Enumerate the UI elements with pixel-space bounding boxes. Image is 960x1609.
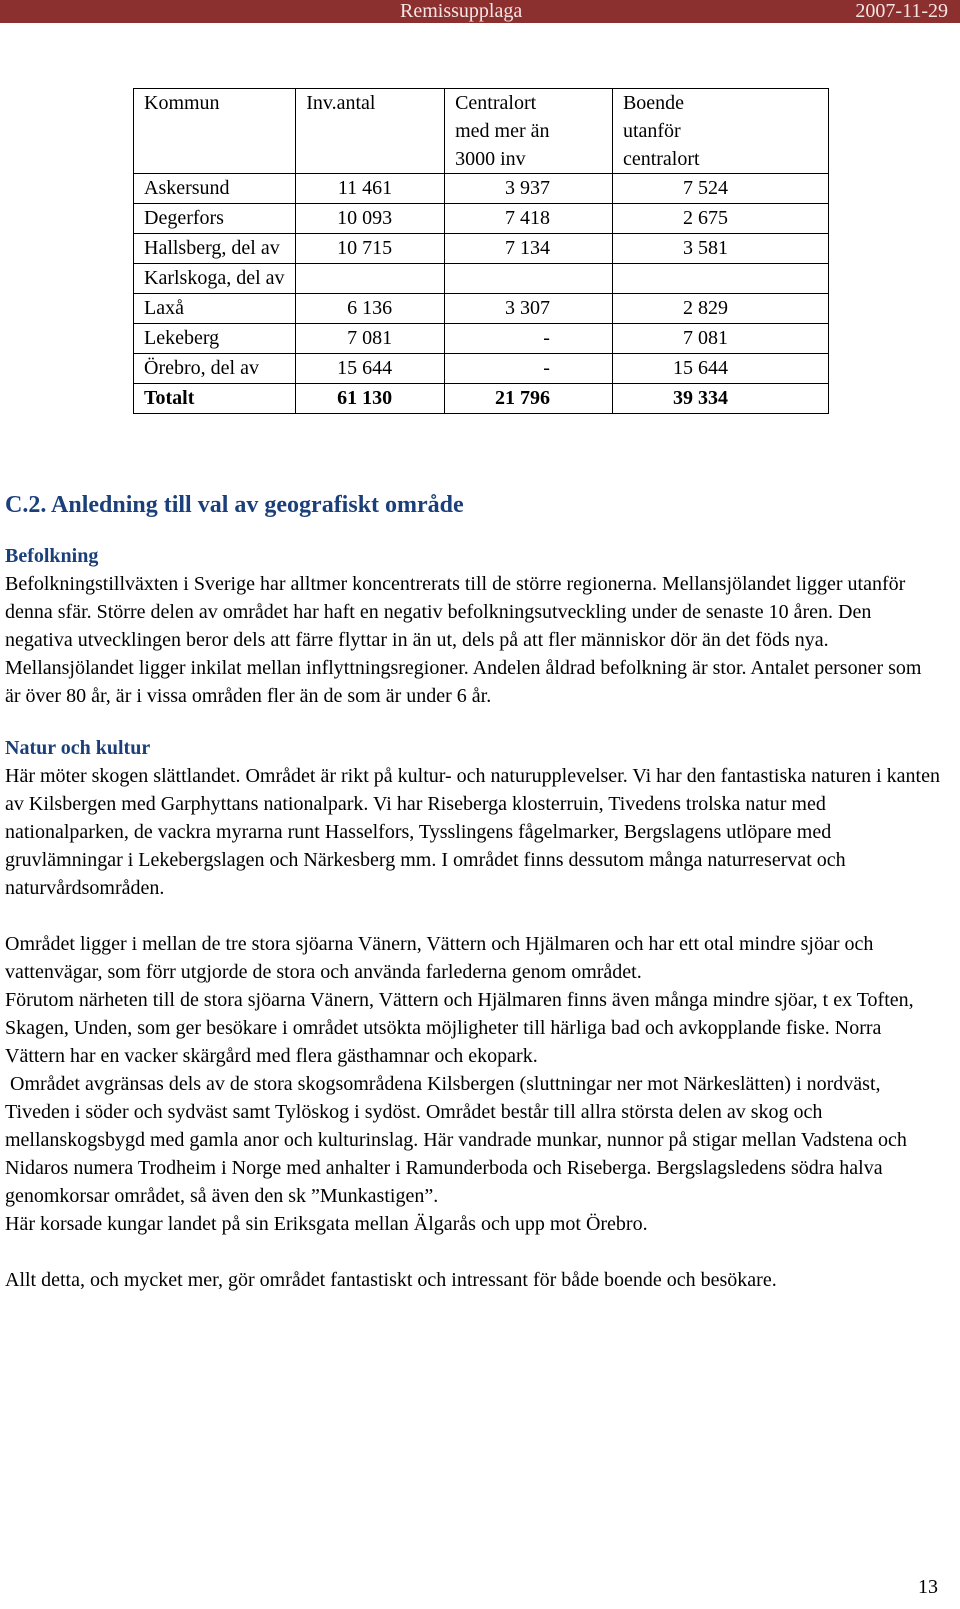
cell-centralort: 3 307 bbox=[445, 294, 613, 324]
natur-paragraph-3: Förutom närheten till de stora sjöarna Vänern, Vättern och Hjälmaren finns även många mindre sjöar, t ex Toften, Skagen, Unden, som ger besökare i området utsökta möjligheter till härliga bad och avkopplande fiske. Norra Vättern har en vacker skärgård med flera gästhamnar och ekopark. bbox=[5, 989, 914, 1067]
natur-paragraph-5: Här korsade kungar landet på sin Eriksgata mellan Älgarås och upp mot Örebro. bbox=[5, 1213, 648, 1235]
cell-centralort: - bbox=[445, 354, 613, 384]
befolkning-paragraph: Befolkningstillväxten i Sverige har alltmer koncentrerats till de större regionerna. Mellansjölandet ligger utanför denna sfär. Större delen av området har haft en negativ befolkningsutveckling under de senaste 10 åren. Den negativa utvecklingen beror dels att färre flyttar in än ut, dels på att fler människor dör än det föds nya. Mellansjölandet ligger inkilat mellan inflyttningsregioner. Andelen åldrad befolkning är stor. Antalet personer som är över 80 år, är i vissa områden fler än de som är under 6 år. bbox=[5, 573, 922, 707]
table-total-row bbox=[134, 384, 829, 414]
cell-invantal: 61 130 bbox=[296, 384, 445, 414]
cell-centralort: 7 418 bbox=[445, 204, 613, 234]
table-row bbox=[134, 234, 829, 264]
cell-centralort: 7 134 bbox=[445, 234, 613, 264]
header-cell-kommun: Kommun bbox=[134, 89, 296, 174]
table-row bbox=[134, 294, 829, 324]
header-cell-invantal: Inv.antal bbox=[296, 89, 445, 174]
cell-boende-utanfor bbox=[612, 264, 828, 294]
cell-centralort: 21 796 bbox=[445, 384, 613, 414]
document-body bbox=[5, 490, 940, 1294]
header-cell-boende-utanfor: Boende utanför centralort bbox=[612, 89, 828, 174]
cell-kommun: Örebro, del av bbox=[134, 354, 296, 384]
natur-paragraph-2: Området ligger i mellan de tre stora sjöarna Vänern, Vättern och Hjälmaren och har ett otal mindre sjöar och vattenvägar, som förr utgjorde de stora och använda farlederna genom området. bbox=[5, 933, 874, 983]
natur-kultur-heading: Natur och kultur bbox=[5, 737, 151, 759]
cell-boende-utanfor: 7 524 bbox=[612, 174, 828, 204]
cell-centralort bbox=[445, 264, 613, 294]
cell-kommun: Hallsberg, del av bbox=[134, 234, 296, 264]
table-row bbox=[134, 204, 829, 234]
natur-paragraph-1: Här möter skogen slättlandet. Området är rikt på kultur- och naturupplevelser. Vi har den fantastiska naturen i kanten av Kilsbergen med Garphyttans nationalpark. Vi har Riseberga klosterruin, Tivedens trolska natur med nationalparken, de vackra myrarna runt Hasselfors, Tysslingens fågelmarker, Bergslagens utlöpare med gruvlämningar i Lekebergslagen och Närkesberg mm. I området finns dessutom många naturreservat och naturvårdsområden. bbox=[5, 765, 940, 899]
cell-invantal: 15 644 bbox=[296, 354, 445, 384]
cell-kommun: Degerfors bbox=[134, 204, 296, 234]
cell-invantal: 10 093 bbox=[296, 204, 445, 234]
cell-boende-utanfor: 2 829 bbox=[612, 294, 828, 324]
cell-invantal bbox=[296, 264, 445, 294]
befolkning-heading: Befolkning bbox=[5, 545, 99, 567]
cell-boende-utanfor: 2 675 bbox=[612, 204, 828, 234]
table-row bbox=[134, 264, 829, 294]
cell-kommun: Laxå bbox=[134, 294, 296, 324]
table-header-row bbox=[134, 89, 829, 174]
population-table bbox=[133, 88, 829, 414]
cell-boende-utanfor: 3 581 bbox=[612, 234, 828, 264]
cell-boende-utanfor: 39 334 bbox=[612, 384, 828, 414]
header-cell-centralort: Centralort med mer än 3000 inv bbox=[445, 89, 613, 174]
cell-centralort: 3 937 bbox=[445, 174, 613, 204]
section-title: C.2. Anledning till val av geografiskt område bbox=[5, 492, 464, 518]
cell-kommun: Karlskoga, del av bbox=[134, 264, 296, 294]
page-number: 13 bbox=[918, 1576, 938, 1598]
cell-kommun: Totalt bbox=[134, 384, 296, 414]
cell-kommun: Askersund bbox=[134, 174, 296, 204]
natur-paragraph-4: Området avgränsas dels av de stora skogsområdena Kilsbergen (sluttningar ner mot Närkeslätten) i nordväst, Tiveden i söder och sydväst samt Tylöskog i sydöst. Området består till allra största delen av skog och mellanskogsbygd med gamla anor och kulturinslag. Här vandrade munkar, nunnor på stigar mellan Vadstena och Nidaros numera Trodheim i Norge med anhalter i Ramunderboda och Riseberga. Bergslagsledens södra halva genomkorsar området, så även den sk ”Munkastigen”. bbox=[5, 1073, 912, 1207]
table-row bbox=[134, 354, 829, 384]
cell-boende-utanfor: 7 081 bbox=[612, 324, 828, 354]
cell-invantal: 10 715 bbox=[296, 234, 445, 264]
table-row bbox=[134, 324, 829, 354]
table-row bbox=[134, 174, 829, 204]
cell-kommun: Lekeberg bbox=[134, 324, 296, 354]
cell-invantal: 7 081 bbox=[296, 324, 445, 354]
cell-invantal: 11 461 bbox=[296, 174, 445, 204]
cell-centralort: - bbox=[445, 324, 613, 354]
cell-invantal: 6 136 bbox=[296, 294, 445, 324]
header-document-status: Remissupplaga bbox=[400, 0, 523, 22]
closing-paragraph: Allt detta, och mycket mer, gör området fantastiskt och intressant för både boende och besökare. bbox=[5, 1269, 777, 1291]
page-header bbox=[0, 0, 960, 23]
cell-boende-utanfor: 15 644 bbox=[612, 354, 828, 384]
header-date: 2007-11-29 bbox=[855, 0, 948, 22]
